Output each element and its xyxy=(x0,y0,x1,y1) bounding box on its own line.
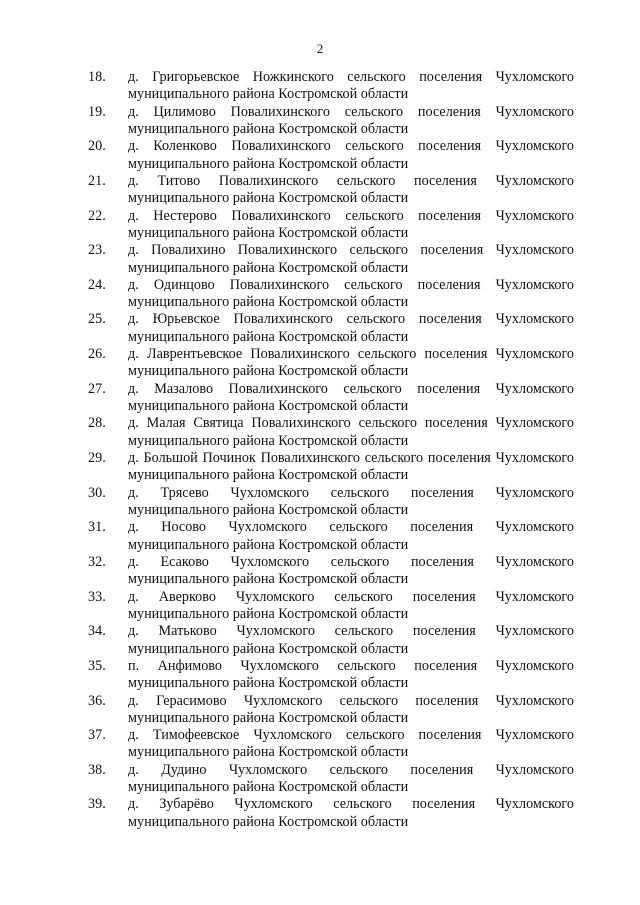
list-item xyxy=(88,311,574,346)
list-item xyxy=(88,623,574,658)
item-number: 28. xyxy=(88,415,106,432)
item-number: 19. xyxy=(88,103,106,120)
list-item xyxy=(88,658,574,693)
item-number: 35. xyxy=(88,657,106,674)
list-item xyxy=(88,762,574,797)
item-text: д. Одинцово Повалихинского сельского поселения Чухломского муниципального района Костромской области xyxy=(128,276,574,311)
list-item xyxy=(88,589,574,624)
item-text: д. Григорьевское Ножкинского сельского поселения Чухломского муниципального района Костромской области xyxy=(128,69,574,103)
item-text: д. Трясево Чухломского сельского поселения Чухломского муниципального района Костромской области xyxy=(128,484,574,518)
item-number: 20. xyxy=(88,138,106,155)
item-number: 39. xyxy=(88,796,106,813)
item-text: п. Анфимово Чухломского сельского поселения Чухломского муниципального района Костромской области xyxy=(128,657,574,692)
list-item xyxy=(88,693,574,728)
item-text: д. Юрьевское Повалихинского сельского поселения Чухломского муниципального района Костромской области xyxy=(128,311,574,345)
item-text: д. Мазалово Повалихинского сельского поселения Чухломского муниципального района Костромской области xyxy=(128,380,574,415)
page-number: 2 xyxy=(316,41,324,56)
list-item xyxy=(88,415,574,450)
list-item xyxy=(88,208,574,243)
item-text: д. Малая Святица Повалихинского сельского поселения Чухломского муниципального района Костромской области xyxy=(128,415,574,449)
item-text: д. Большой Починок Повалихинского сельского поселения Чухломского муниципального района Костромской области xyxy=(128,450,574,484)
item-number: 34. xyxy=(88,623,106,640)
item-number: 26. xyxy=(88,346,106,363)
item-text: д. Аверково Чухломского сельского поселения Чухломского муниципального района Костромской области xyxy=(128,588,574,622)
item-number: 23. xyxy=(88,242,106,259)
item-number: 18. xyxy=(88,69,106,85)
list-item xyxy=(88,727,574,762)
item-text: д. Герасимово Чухломского сельского поселения Чухломского муниципального района Костромской области xyxy=(128,692,574,726)
item-text: д. Повалихино Повалихинского сельского поселения Чухломского муниципального района Костромской области xyxy=(128,242,574,276)
list-item xyxy=(88,346,574,381)
item-number: 36. xyxy=(88,692,106,709)
item-text: д. Дудино Чухломского сельского поселения Чухломского муниципального района Костромской области xyxy=(128,761,574,796)
list-item xyxy=(88,173,574,208)
list-item xyxy=(88,796,574,831)
item-text: д. Лаврентьевское Повалихинского сельского поселения Чухломского муниципального района Костромской области xyxy=(128,346,574,380)
list-item xyxy=(88,381,574,416)
list-item xyxy=(88,450,574,485)
item-number: 30. xyxy=(88,484,106,501)
item-number: 38. xyxy=(88,761,106,778)
list-item xyxy=(88,69,574,104)
item-text: д. Нестерово Повалихинского сельского поселения Чухломского муниципального района Костромской области xyxy=(128,207,574,241)
list-item xyxy=(88,242,574,277)
item-number: 32. xyxy=(88,553,106,570)
item-text: д. Тимофеевское Чухломского сельского поселения Чухломского муниципального района Костромской области xyxy=(128,727,574,761)
item-number: 25. xyxy=(88,311,106,328)
item-number: 33. xyxy=(88,588,106,605)
list-item xyxy=(88,519,574,554)
item-number: 31. xyxy=(88,519,106,536)
list-item xyxy=(88,277,574,312)
item-text: д. Титово Повалихинского сельского поселения Чухломского муниципального района Костромской области xyxy=(128,172,574,207)
item-number: 24. xyxy=(88,276,106,293)
item-text: д. Зубарёво Чухломского сельского поселения Чухломского муниципального района Костромской области xyxy=(128,796,574,830)
item-text: д. Коленково Повалихинского сельского поселения Чухломского муниципального района Костромской области xyxy=(128,138,574,172)
item-text: д. Цилимово Повалихинского сельского поселения Чухломского муниципального района Костромской области xyxy=(128,103,574,137)
item-number: 22. xyxy=(88,207,106,224)
item-number: 37. xyxy=(88,727,106,744)
list-item xyxy=(88,104,574,139)
item-text: д. Матьково Чухломского сельского поселения Чухломского муниципального района Костромской области xyxy=(128,623,574,657)
settlement-list xyxy=(88,69,574,831)
list-item xyxy=(88,554,574,589)
list-item xyxy=(88,485,574,520)
item-number: 29. xyxy=(88,450,106,467)
list-item xyxy=(88,138,574,173)
item-number: 27. xyxy=(88,380,106,397)
item-text: д. Носово Чухломского сельского поселения Чухломского муниципального района Костромской области xyxy=(128,519,574,553)
item-text: д. Есаково Чухломского сельского поселения Чухломского муниципального района Костромской области xyxy=(128,553,574,588)
item-number: 21. xyxy=(88,172,106,189)
